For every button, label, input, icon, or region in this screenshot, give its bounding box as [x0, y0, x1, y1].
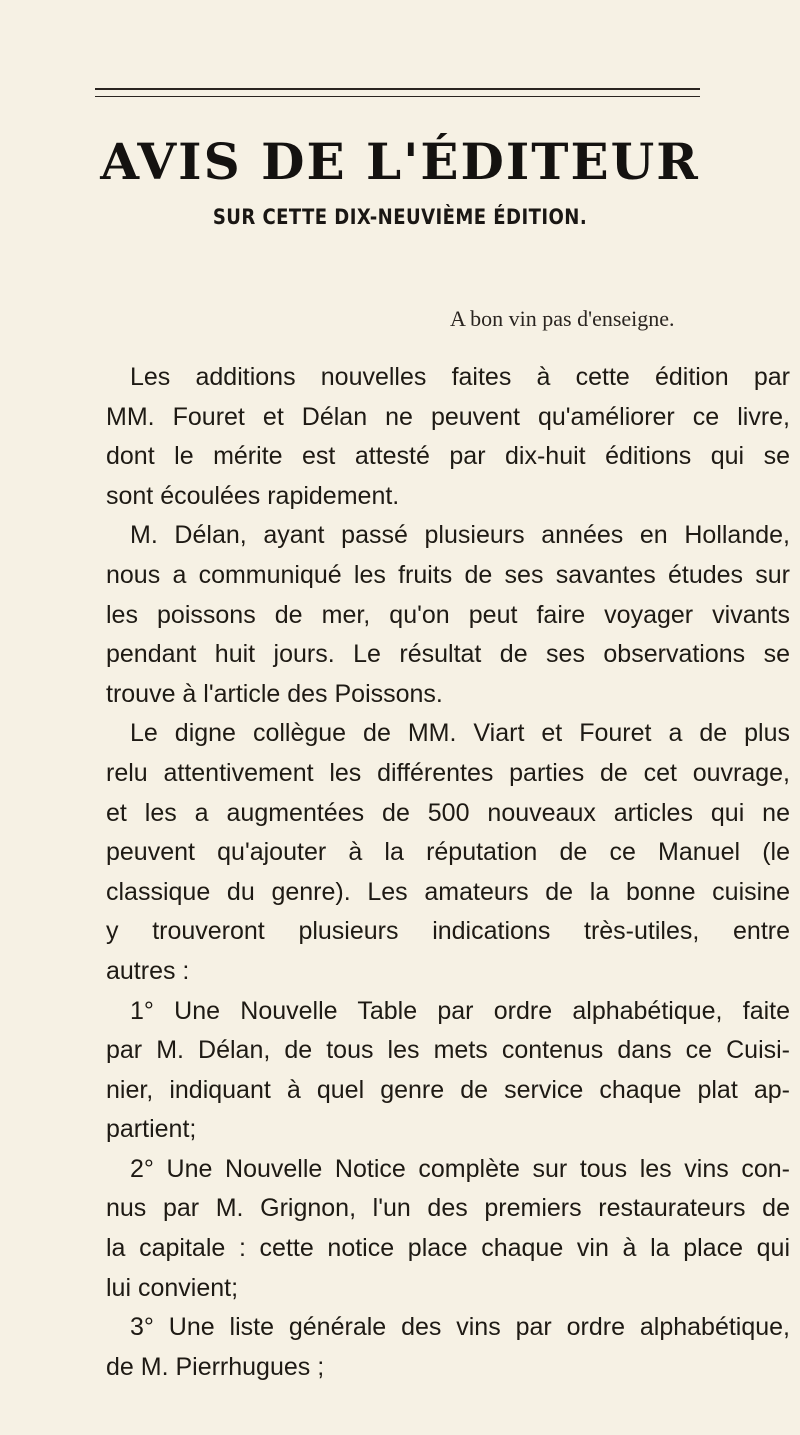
- text-line: dont le mérite est attesté par dix-huit éditions qui se: [106, 442, 790, 471]
- text-line: 1° Une Nouvelle Table par ordre alphabétique, faite: [130, 996, 790, 1025]
- text-line: 3° Une liste générale des vins par ordre alphabétique,: [130, 1313, 790, 1342]
- text-line: relu attentivement les différentes parties de cet ouvrage,: [106, 758, 790, 787]
- paragraph: [106, 358, 790, 516]
- paragraph: [106, 1308, 790, 1387]
- text-line: la capitale : cette notice place chaque vin à la place qui: [106, 1234, 790, 1263]
- text-line: peuvent qu'ajouter à la réputation de ce Manuel (le: [106, 838, 790, 867]
- text-line: pendant huit jours. Le résultat de ses observations se: [106, 640, 790, 669]
- text-line: Le digne collègue de MM. Viart et Fouret a de plus: [130, 719, 790, 748]
- text-line: nier, indiquant à quel genre de service chaque plat ap-: [106, 1075, 790, 1104]
- paragraph: [106, 992, 790, 1150]
- paragraph: [106, 714, 790, 991]
- text-line: nous a communiqué les fruits de ses savantes études sur: [106, 560, 790, 589]
- paragraph: [106, 1150, 790, 1308]
- header-rule-thick: [95, 88, 700, 90]
- text-line: nus par M. Grignon, l'un des premiers restaurateurs de: [106, 1194, 790, 1223]
- header-rule-thin: [95, 96, 700, 97]
- epigraph: A bon vin pas d'enseigne.: [450, 306, 675, 331]
- text-line: 2° Une Nouvelle Notice complète sur tous les vins con-: [130, 1154, 790, 1183]
- text-line: y trouveront plusieurs indications très-utiles, entre: [106, 917, 790, 946]
- text-line: classique du genre). Les amateurs de la bonne cuisine: [106, 877, 790, 906]
- text-line: autres :: [106, 956, 190, 985]
- text-line: les poissons de mer, qu'on peut faire voyager vivants: [106, 600, 790, 629]
- text-line: et les a augmentées de 500 nouveaux articles qui ne: [106, 798, 790, 827]
- page-subtitle: SUR CETTE DIX-NEUVIÈME ÉDITION.: [212, 205, 588, 229]
- page-title: AVIS DE L'ÉDITEUR: [100, 132, 700, 191]
- text-line: par M. Délan, de tous les mets contenus dans ce Cuisi-: [106, 1036, 790, 1065]
- text-line: M. Délan, ayant passé plusieurs années en Hollande,: [130, 521, 790, 550]
- body-text: [106, 358, 790, 1387]
- text-line: lui convient;: [106, 1273, 239, 1302]
- text-line: sont écoulées rapidement.: [106, 481, 400, 510]
- text-line: de M. Pierrhugues ;: [106, 1352, 325, 1381]
- paragraph: [106, 516, 790, 714]
- text-line: Les additions nouvelles faites à cette édition par: [130, 363, 790, 391]
- text-line: partient;: [106, 1115, 197, 1144]
- text-line: MM. Fouret et Délan ne peuvent qu'améliorer ce livre,: [106, 402, 790, 431]
- text-line: trouve à l'article des Poissons.: [106, 679, 443, 708]
